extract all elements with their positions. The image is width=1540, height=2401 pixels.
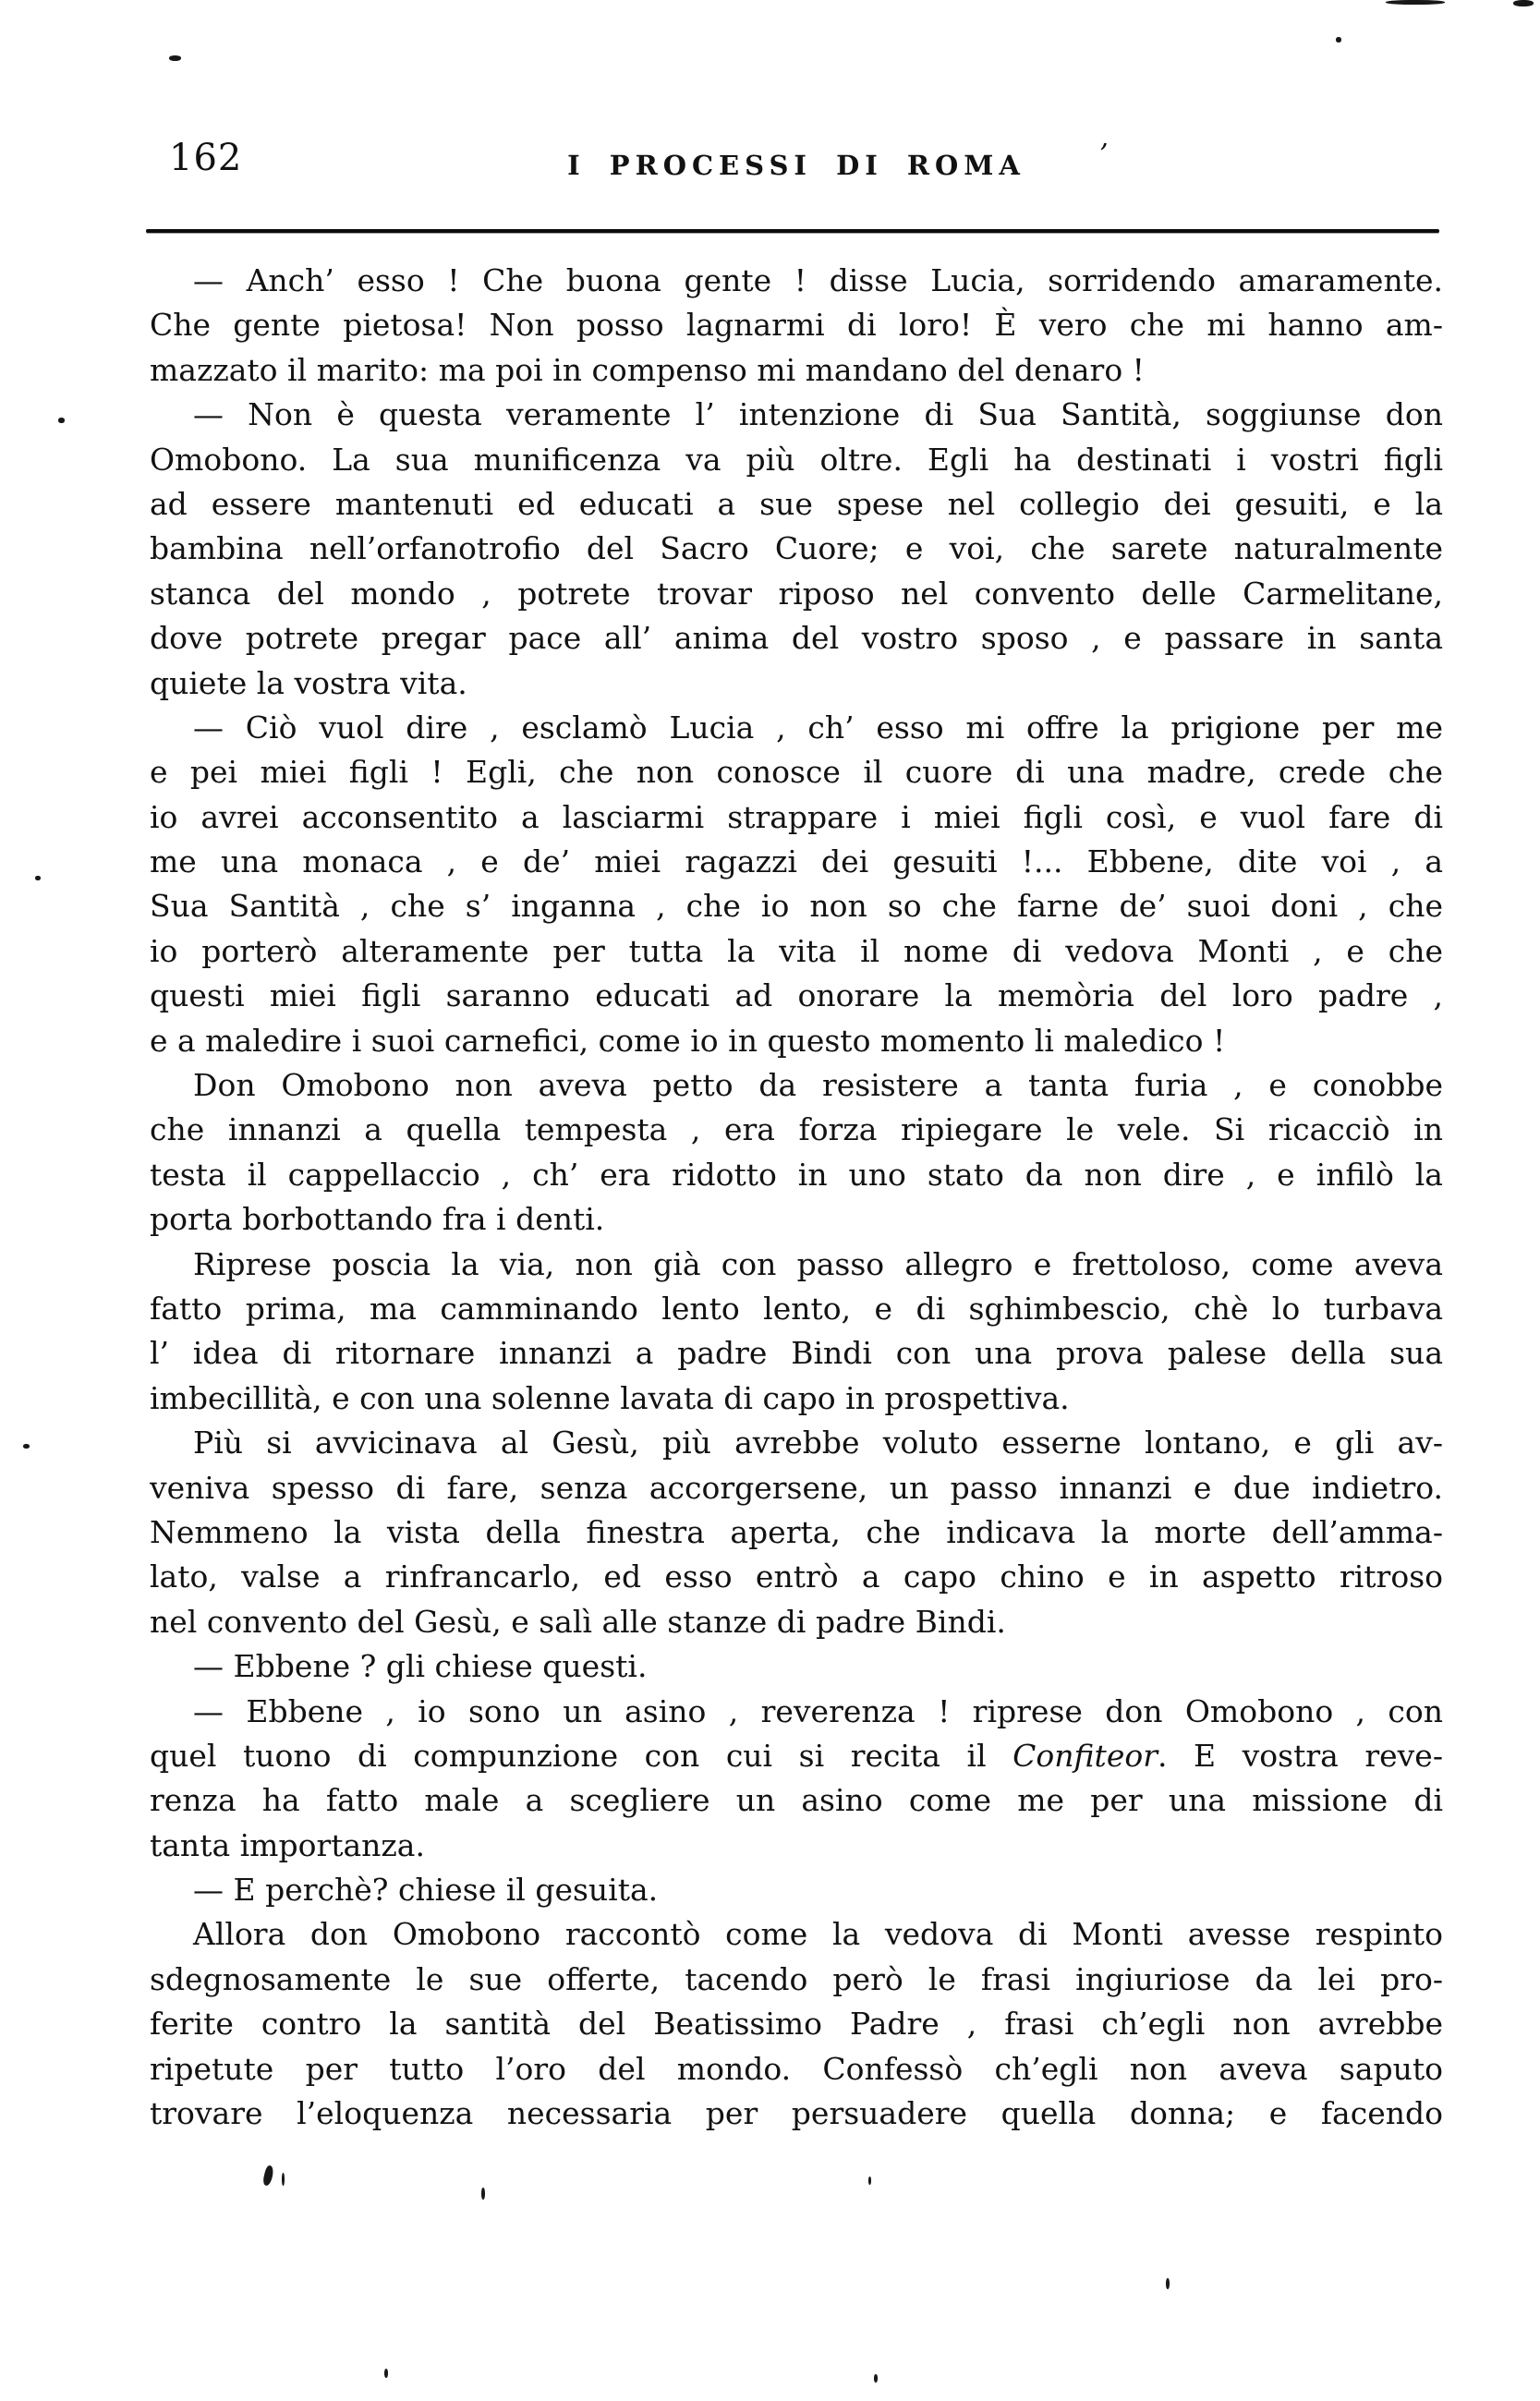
text-line: lato, valse a rinfrancarlo, ed esso entrò a capo chino e in aspetto ritroso [150, 1558, 1443, 1595]
scan-artifact [1513, 0, 1534, 6]
text-line: testa il cappellaccio , ch’ era ridotto in uno stato da non dire , e infilò la [150, 1156, 1443, 1193]
text-line: bambina nell’orfanotrofio del Sacro Cuore; e voi, che sarete naturalmente [150, 530, 1443, 567]
text-line: ferite contro la santità del Beatissimo Padre , frasi ch’egli non avrebbe [150, 2006, 1443, 2043]
text-line: — Ebbene ? gli chiese questi. [193, 1648, 648, 1685]
text-line: imbecillità, e con una solenne lavata di capo in prospettiva. [150, 1379, 1070, 1416]
scan-artifact [58, 418, 65, 423]
text-line: stanca del mondo , potrete trovar riposo nel convento delle Carmelitane, [150, 575, 1443, 612]
running-title: I PROCESSI DI ROMA [567, 150, 1025, 181]
text-line: nel convento del Gesù, e salì alle stanze di padre Bindi. [150, 1603, 1006, 1640]
text-line: porta borbottando fra i denti. [150, 1201, 605, 1238]
text-line: fatto prima, ma camminando lento lento, e di sghimbescio, chè lo turbava [150, 1290, 1443, 1327]
text-line: — Non è questa veramente l’ intenzione di Sua Santità, soggiunse don [193, 396, 1443, 433]
text-line: che innanzi a quella tempesta , era forza ripiegare le vele. Si ricacciò in [150, 1111, 1443, 1148]
text-line: — Ciò vuol dire , esclamò Lucia , ch’ esso mi offre la prigione per me [193, 709, 1443, 746]
text-line: trovare l’eloquenza necessaria per persuadere quella donna; e facendo [150, 2095, 1443, 2132]
text-line: ad essere mantenuti ed educati a sue spese nel collegio dei gesuiti, e la [150, 485, 1443, 522]
scan-artifact [868, 2177, 871, 2185]
text-line: Don Omobono non aveva petto da resistere a tanta furia , e conobbe [193, 1067, 1443, 1104]
scan-artifact [35, 876, 41, 880]
text-line: sdegnosamente le sue offerte, tacendo però le frasi ingiuriose da lei pro- [150, 1960, 1443, 1997]
text-line: e a maledire i suoi carnefici, come io in questo momento li maledico ! [150, 1022, 1226, 1059]
scan-artifact [1166, 2278, 1170, 2289]
text-line: dove potrete pregar pace all’ anima del vostro sposo , e passare in santa [150, 620, 1443, 657]
header-rule [146, 229, 1439, 233]
page-text-block [150, 259, 1443, 2136]
text-line: Più si avvicinava al Gesù, più avrebbe voluto esserne lontano, e gli av- [193, 1425, 1443, 1461]
line-segment: . E vostra reve- [1158, 1737, 1443, 1774]
text-line: tanta importanza. [150, 1826, 425, 1863]
scan-artifact [384, 2369, 388, 2378]
text-line [150, 1734, 1443, 1778]
scan-artifact [169, 55, 181, 61]
text-line: Nemmeno la vista della finestra aperta, che indicava la morte dell’amma- [150, 1513, 1443, 1550]
text-line: Sua Santità , che s’ inganna , che io non so che farne de’ suoi doni , che [150, 888, 1443, 925]
text-line: Riprese poscia la via, non già con passo allegro e frettoloso, come aveva [193, 1245, 1443, 1282]
text-line: l’ idea di ritornare innanzi a padre Bindi con una prova palese della sua [150, 1335, 1443, 1372]
scan-artifact [481, 2188, 485, 2200]
text-line: quiete la vostra vita. [150, 664, 467, 701]
text-line: io avrei acconsentito a lasciarmi strappare i miei figli così, e vuol fare di [150, 798, 1443, 835]
text-line: questi miei figli saranno educati ad onorare la memòria del loro padre , [150, 977, 1443, 1014]
text-line: — E perchè? chiese il gesuita. [193, 1872, 659, 1909]
stray-ink-mark: ’ [1099, 139, 1109, 171]
text-line: mazzato il marito: ma poi in compenso mi mandano del denaro ! [150, 351, 1145, 388]
text-line: io porterò alteramente per tutta la vita il nome di vedova Monti , e che [150, 932, 1443, 969]
text-line: renza ha fatto male a scegliere un asino come me per una missione di [150, 1782, 1443, 1819]
scan-artifact [874, 2374, 878, 2383]
scan-artifact [23, 1444, 30, 1449]
line-segment: quel tuono di compunzione con cui si recita il [150, 1737, 1013, 1774]
text-line: — Ebbene , io sono un asino , reverenza ! riprese don Omobono , con [193, 1692, 1443, 1729]
scan-artifact [1336, 37, 1341, 42]
text-line: Omobono. La sua munificenza va più oltre. Egli ha destinati i vostri figli [150, 441, 1443, 478]
text-line: me una monaca , e de’ miei ragazzi dei gesuiti !... Ebbene, dite voi , a [150, 843, 1443, 880]
text-line: — Anch’ esso ! Che buona gente ! disse Lucia, sorridendo amaramente. [193, 262, 1443, 298]
text-line: Che gente pietosa! Non posso lagnarmi di loro! È vero che mi hanno am- [150, 307, 1443, 344]
italic-term: Confiteor [1013, 1737, 1158, 1774]
text-line: ripetute per tutto l’oro del mondo. Confessò ch’egli non aveva saputo [150, 2050, 1443, 2087]
scan-artifact [1386, 0, 1445, 5]
scan-artifact [282, 2173, 285, 2186]
text-line: veniva spesso di fare, senza accorgersene, un passo innanzi e due indietro. [150, 1469, 1443, 1506]
text-line: e pei miei figli ! Egli, che non conosce il cuore di una madre, crede che [150, 754, 1443, 791]
text-line: Allora don Omobono raccontò come la vedova di Monti avesse respinto [193, 1916, 1443, 1953]
page-number: 162 [169, 137, 243, 179]
scan-artifact [261, 2165, 274, 2187]
